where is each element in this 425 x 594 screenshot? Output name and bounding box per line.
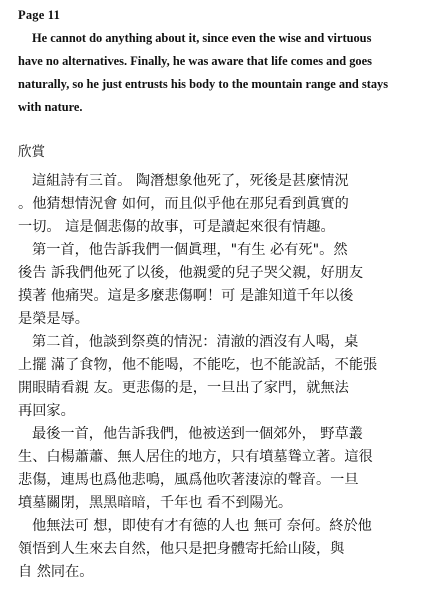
chinese-line: 墳墓關閉，黑黑暗暗，千年也 看不到陽光。 (18, 495, 293, 511)
english-line: with nature. (18, 100, 83, 114)
chinese-line: 生、白楊蕭蕭、無人居住的地方，只有墳墓聳立著。這很 (18, 449, 373, 465)
chinese-line: 他無法可 想，即使有才有德的人也 無可 奈何。終於他 (32, 518, 372, 534)
chinese-line: 這組詩有三首。 陶潛想象他死了，死後是甚麼情況 (32, 173, 349, 189)
chinese-line: 自 然同在。 (18, 564, 94, 580)
chinese-line: 領悟到人生來去自然，他只是把身體寄托給山陵，與 (18, 541, 345, 557)
chinese-line: 後告 訴我們他死了以後，他親愛的兒子哭父親，好朋友 (18, 265, 364, 281)
chinese-line: 最後一首，他告訴我們，他被送到一個郊外， 野草叢 (32, 426, 363, 442)
chinese-line: 悲傷，連馬也爲他悲鳴，風爲他吹著淒涼的聲音。一旦 (18, 472, 359, 488)
english-line: He cannot do anything about it, since even the wise and virtuous (32, 31, 372, 45)
english-translation-block (18, 27, 418, 119)
english-line: have no alternatives. Finally, he was aware that life comes and goes (18, 54, 372, 68)
chinese-line: 是榮是辱。 (18, 311, 89, 327)
chinese-line: 第二首，他談到祭奠的情況：清澈的酒沒有人喝，桌 (32, 334, 359, 350)
chinese-line: 。他猜想情況會 如何，而且似乎他在那兒看到眞實的 (18, 196, 349, 212)
chinese-line: 上擺 滿了食物，他不能喝，不能吃，也不能說話，不能張 (18, 357, 378, 373)
chinese-line: 摸著 他痛哭。這是多麼悲傷啊！可 是誰知道千年以後 (18, 288, 354, 304)
english-line: naturally, so he just entrusts his body to the mountain range and stays (18, 77, 389, 91)
chinese-line: 開眼睛看親 友。更悲傷的是，一旦出了家門，就無法 (18, 380, 349, 396)
chinese-line: 一切。 這是個悲傷的故事，可是讀起來很有情趣。 (18, 219, 335, 235)
chinese-commentary-block (18, 170, 422, 584)
chinese-line: 第一首，他告訴我們一個眞理，"有生 必有死"。然 (32, 242, 348, 258)
page-number-label: Page 11 (18, 8, 61, 22)
section-heading: 欣賞 (18, 144, 45, 160)
chinese-line: 再回家。 (18, 403, 75, 419)
